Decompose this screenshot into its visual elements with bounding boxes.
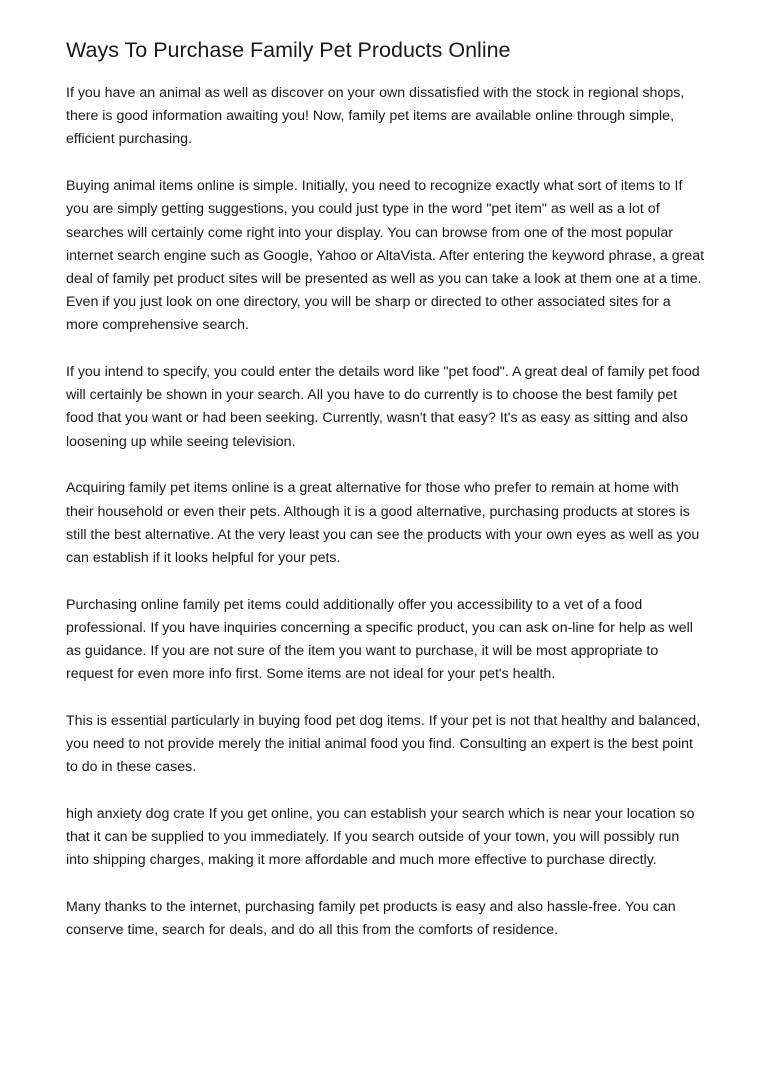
paragraph-1: If you have an animal as well as discover on your own dissatisfied with the stock in regional shops, there is good information awaiting you! Now, family pet items are available online through simple, efficient purchasing. — [66, 85, 685, 148]
paragraph-7: high anxiety dog crate If you get online, you can establish your search which is near your location so that it can be supplied to you immediately. If you search outside of your town, you will possibly run into shipping charges, making it more affordable and much more effective to purchase directly. — [66, 806, 695, 869]
paragraph-5: Purchasing online family pet items could additionally offer you accessibility to a vet of a food professional. If you have inquiries concerning a specific product, you can ask on-line for help as well as guidance. If you are not sure of the item you want to purchase, it will be most appropriate to request for even more info first. Some items are not ideal for your pet's health. — [66, 596, 693, 683]
paragraph-4: Acquiring family pet items online is a great alternative for those who prefer to remain at home with their household or even their pets. Although it is a good alternative, purchasing products at stores is still the best alternative. At the very least you can see the products with your own eyes as well as you can establish if it looks helpful for your pets. — [66, 480, 700, 566]
paragraph-8: Many thanks to the internet, purchasing family pet products is easy and also hassle-free. You can conserve time, search for deals, and do all this from the comforts of residence. — [66, 899, 676, 939]
paragraph-2: Buying animal items online is simple. Initially, you need to recognize exactly what sort of items to If you are simply getting suggestions, you could just type in the word "pet item" as well as a lot of searches will certainly come right into your display. You can browse from one of the most popular internet search engine such as Google, Yahoo or AltaVista. After entering the keyword phrase, a great deal of family pet product sites will be presented as well as you can take a look at them one at a time. Even if you just look on one directory, you will be sharp or directed to other associated sites for a more comprehensive search. — [66, 178, 705, 334]
document-title: Ways To Purchase Family Pet Products Online — [66, 38, 511, 62]
paragraph-6: This is essential particularly in buying food pet dog items. If your pet is not that healthy and balanced, you need to not provide merely the initial animal food you find. Consulting an expert is the best point to do in these cases. — [66, 712, 701, 776]
paragraph-3: If you intend to specify, you could enter the details word like "pet food". A great deal of family pet food will certainly be shown in your search. All you have to do currently is to choose the best family pet food that you want or had been seeking. Currently, wasn't that easy? It's as easy as sitting and also loosening up while seeing television. — [66, 364, 700, 450]
document-page — [66, 36, 706, 966]
